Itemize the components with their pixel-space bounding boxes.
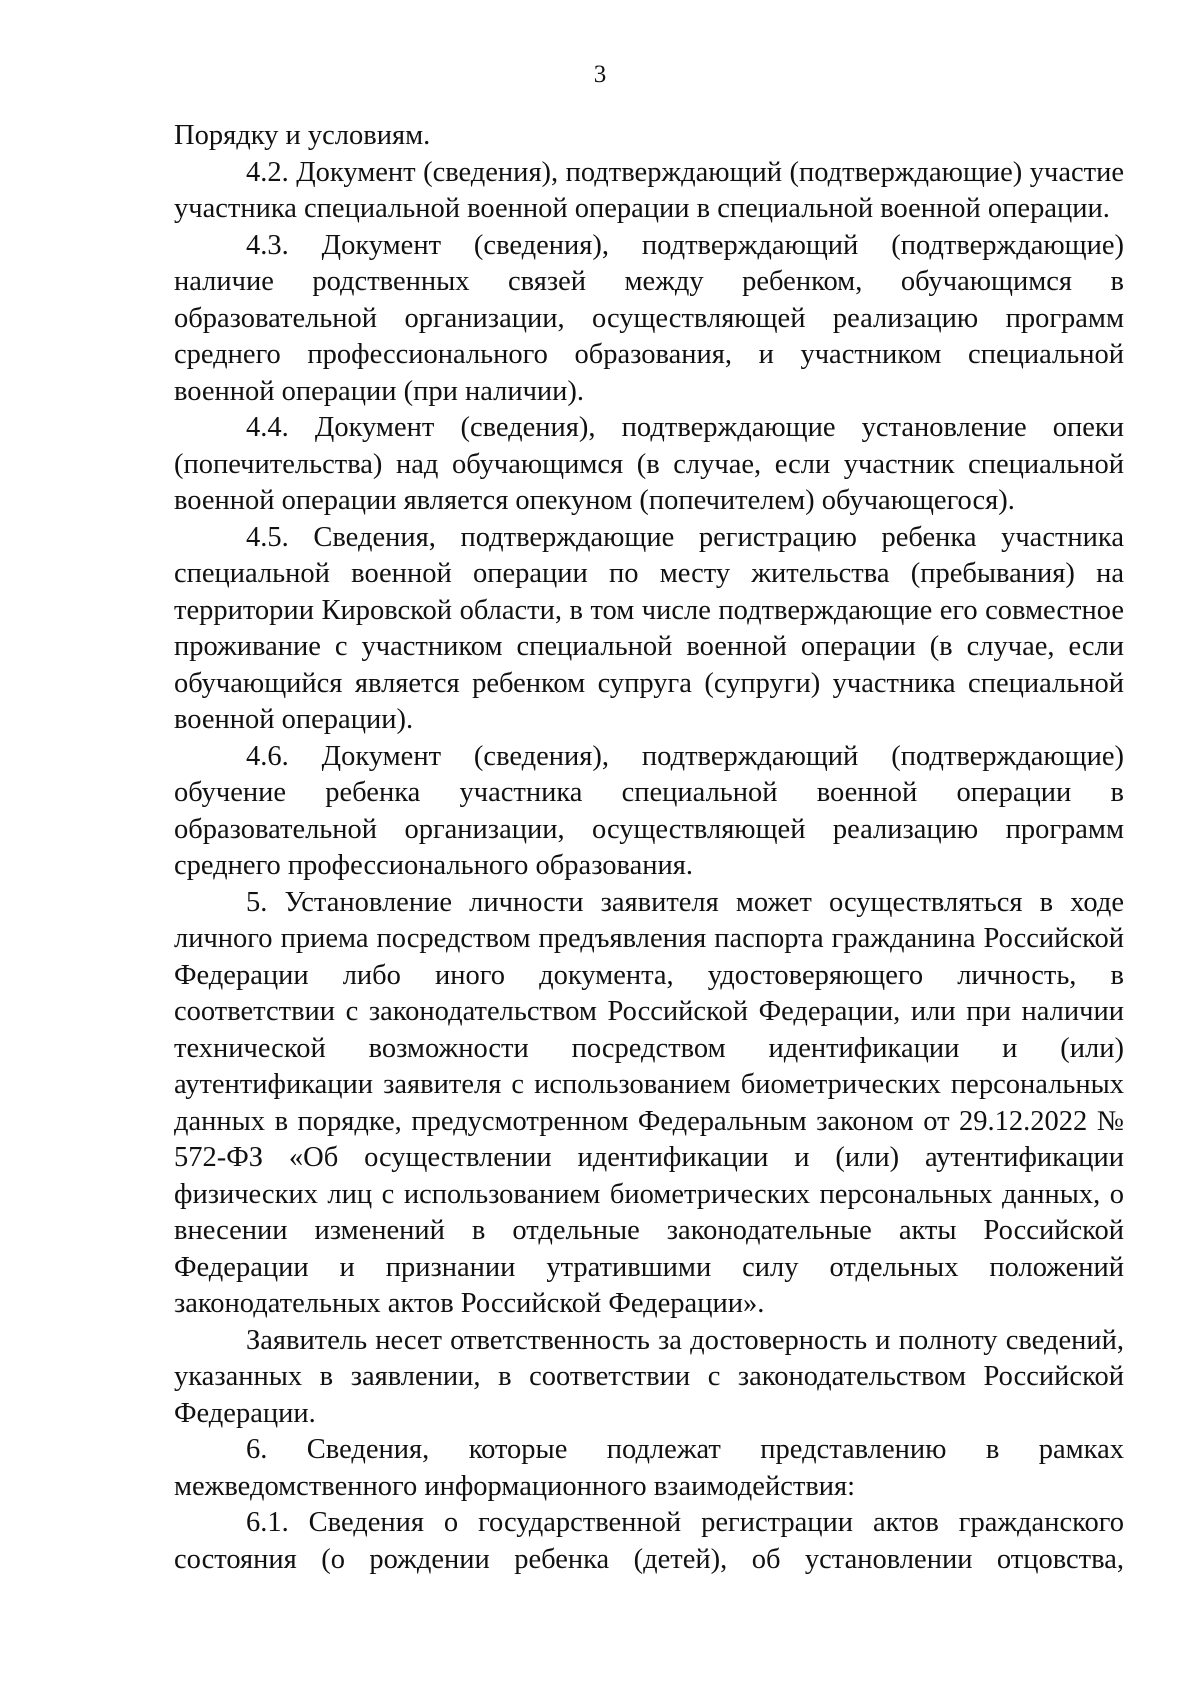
paragraph-4-5: 4.5. Сведения, подтверждающие регистрацию ребенка участника специальной военной операции по месту жительства (пребывания) на территории Кировской области, в том числе подтверждающие его совместное проживание с участником специальной военной операции (в случае, если обучающийся является ребенком супруга (супруги) участника специальной военной операции). xyxy=(174,521,1124,735)
paragraph-4-6: 4.6. Документ (сведения), подтверждающий (подтверждающие) обучение ребенка участника специальной военной операции в образовательной организации, осуществляющей реализацию программ среднего профессионального образования. xyxy=(174,740,1124,881)
paragraph-4-4: 4.4. Документ (сведения), подтверждающие установление опеки (попечительства) над обучающимся (в случае, если участник специальной военной операции является опекуном (попечителем) обучающегося). xyxy=(174,412,1124,516)
paragraph-4-2: 4.2. Документ (сведения), подтверждающий (подтверждающие) участие участника специальной военной операции в специальной военной операции. xyxy=(174,156,1124,224)
page-number: 3 xyxy=(593,61,607,88)
paragraph-5: 5. Установление личности заявителя может осуществляться в ходе личного приема посредством предъявления паспорта гражданина Российской Федерации либо иного документа, удостоверяющего личность, в соответствии с законодательством Российской Федерации, или при наличии технической возможности посредством идентификации и (или) аутентификации заявителя с использованием биометрических персональных данных в порядке, предусмотренном Федеральным законом от 29.12.2022 № 572-ФЗ «Об осуществлении идентификации и (или) аутентификации физических лиц с использованием биометрических персональных данных, о внесении изменений в отдельные законодательные акты Российской Федерации и признании утратившими силу отдельных положений законодательных актов Российской Федерации». xyxy=(174,886,1124,1319)
paragraph-4-3: 4.3. Документ (сведения), подтверждающий (подтверждающие) наличие родственных связей между ребенком, обучающимся в образовательной организации, осуществляющей реализацию программ среднего профессионального образования, и участником специальной военной операции (при наличии). xyxy=(174,229,1124,407)
paragraph-6: 6. Сведения, которые подлежат представлению в рамках межведомственного информационного взаимодействия: xyxy=(174,1434,1124,1502)
document-body xyxy=(174,118,1124,1578)
paragraph-applicant-responsibility: Заявитель несет ответственность за достоверность и полноту сведений, указанных в заявлении, в соответствии с законодательством Российской Федерации. xyxy=(174,1324,1124,1429)
paragraph-continuation: Порядку и условиям. xyxy=(174,120,431,151)
paragraph-6-1: 6.1. Сведения о государственной регистрации актов гражданского состояния (о рождении ребенка (детей), об установлении отцовства, xyxy=(174,1507,1124,1575)
